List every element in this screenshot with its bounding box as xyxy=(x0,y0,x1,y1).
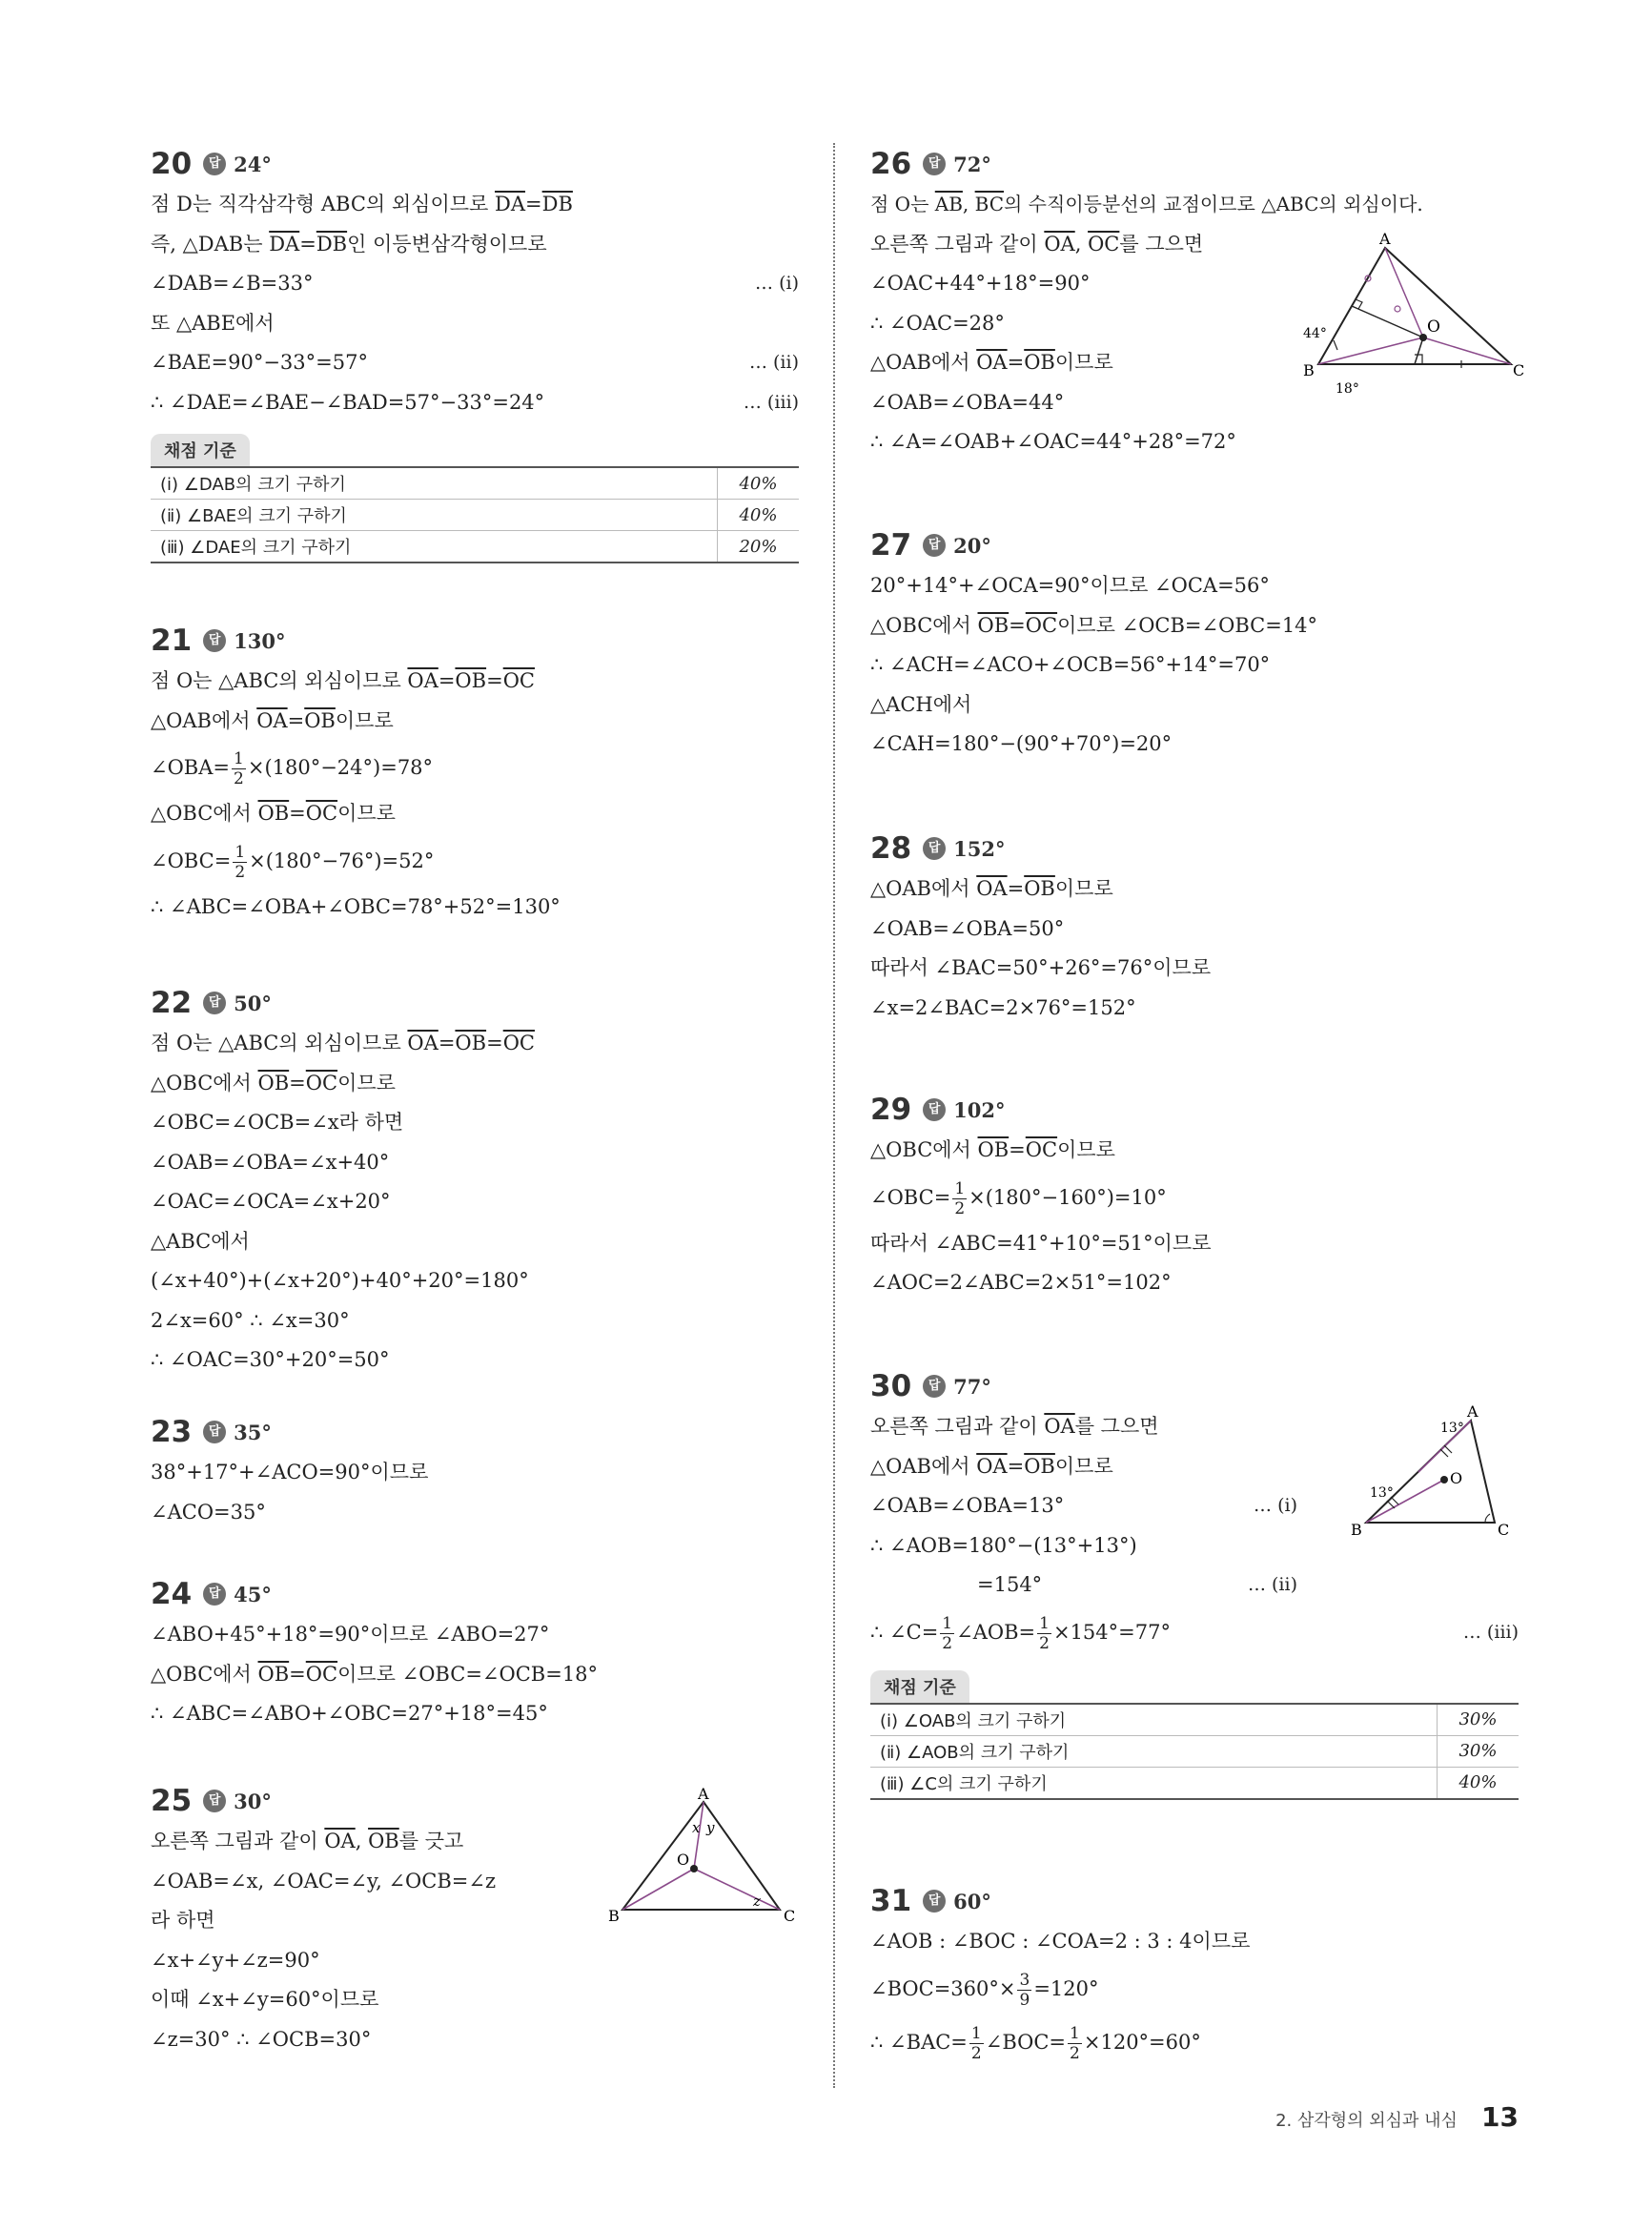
problem-28 xyxy=(870,828,1519,1028)
solution-line: ∠OAB=∠x, ∠OAC=∠y, ∠OCB=∠z xyxy=(151,1869,497,1892)
problem-31 xyxy=(870,1880,1519,2069)
answer-value: 102° xyxy=(953,1097,1006,1122)
solution-line: 점 D는 직각삼각형 ABC의 외심이므로 $\overline{DA}=\overline{DB}$ xyxy=(151,193,573,215)
problem-30 xyxy=(870,1365,1519,1800)
solution-line: 점 O는 $\overline{AB}$, $\overline{BC}$의 수직이등분선의 교점이므로 △ABC의 외심이다. xyxy=(870,193,1423,215)
solution-line: ∠OBA= $\frac{1}{2}$ ×(180°−24°)=78° xyxy=(151,749,434,788)
problem-25 xyxy=(151,1780,799,2059)
solution-line: ∴ ∠ACH=∠ACO+∠OCB=56°+14°=70° xyxy=(870,653,1271,676)
solution-line: △OBC에서 $\overline{OB}=\overline{OC}$이므로 xyxy=(151,802,396,825)
svg-text:C: C xyxy=(1498,1521,1510,1539)
rubric-table xyxy=(151,466,799,563)
svg-text:O: O xyxy=(1450,1469,1463,1487)
answer-value: 50° xyxy=(234,991,272,1015)
solution-line: △OBC에서 $\overline{OB}=\overline{OC}$이므로 ∠OBC=∠OCB=18° xyxy=(151,1662,599,1686)
solution-line: 따라서 ∠BAC=50°+26°=76°이므로 xyxy=(870,956,1212,979)
solution-line: 38°+17°+∠ACO=90°이므로 xyxy=(151,1461,429,1483)
step-marker: … (ⅲ) xyxy=(1462,1621,1519,1643)
problem-29 xyxy=(870,1089,1519,1303)
scoring-rubric xyxy=(870,1670,1519,1800)
solution-line: ∴ ∠C= $\frac{1}{2}$ ∠AOB= $\frac{1}{2}$ ×154°=77° … (ⅲ) xyxy=(870,1606,1519,1659)
step-marker: … (ⅱ) xyxy=(748,352,799,373)
step-marker: … (ⅱ) xyxy=(1247,1574,1297,1595)
problem-header xyxy=(870,828,1519,869)
table-row: (ⅰ) ∠DAB의 크기 구하기 40% xyxy=(151,467,799,500)
answer-value: 20° xyxy=(953,533,991,558)
svg-text:O: O xyxy=(1427,317,1440,337)
problem-header xyxy=(151,982,799,1024)
svg-text:B: B xyxy=(1351,1521,1362,1539)
svg-text:13°: 13° xyxy=(1370,1485,1394,1501)
solution-line: 20°+14°+∠OCA=90°이므로 ∠OCA=56° xyxy=(870,574,1270,597)
solution-line: △OAB에서 $\overline{OA}=\overline{OB}$이므로 xyxy=(870,351,1113,374)
problem-number: 21 xyxy=(151,624,193,658)
solution-line: ∠OAB=∠OBA=50° xyxy=(870,916,1065,940)
solution-line: ∴ ∠ABC=∠ABO+∠OBC=27°+18°=45° xyxy=(151,1702,548,1725)
problem-number: 31 xyxy=(870,1884,912,1918)
svg-text:C: C xyxy=(784,1907,796,1925)
solution-line: ∴ ∠ABC=∠OBA+∠OBC=78°+52°=130° xyxy=(151,894,561,918)
solution-line: △OAB에서 $\overline{OA}=\overline{OB}$이므로 xyxy=(870,1454,1113,1478)
problem-header xyxy=(870,1089,1519,1131)
solution-line: 점 O는 △ABC의 외심이므로 $\overline{OA}=\overline{OB}=\overline{OC}$ xyxy=(151,1032,535,1054)
problem-23 xyxy=(151,1411,799,1532)
chapter-title: 2. 삼각형의 외심과 내심 xyxy=(1275,2111,1458,2131)
answer-value: 30° xyxy=(234,1789,272,1813)
problem-number: 27 xyxy=(870,528,912,563)
answer-value: 72° xyxy=(953,152,991,176)
problem-number: 29 xyxy=(870,1093,912,1127)
solution-line: =154° … (ⅱ) xyxy=(870,1565,1519,1606)
answer-badge: 답 xyxy=(923,1098,946,1121)
solution-line: △OBC에서 $\overline{OB}=\overline{OC}$이므로 xyxy=(151,1071,396,1095)
svg-text:O: O xyxy=(677,1851,690,1869)
problem-26 xyxy=(870,143,1525,462)
problem-20 xyxy=(151,143,799,563)
triangle-figure-30 xyxy=(1337,1403,1519,1546)
answer-value: 130° xyxy=(234,628,286,653)
triangle-figure-25 xyxy=(608,1785,799,1950)
solution-line: ∠CAH=180°−(90°+70°)=20° xyxy=(870,732,1173,755)
answer-badge: 답 xyxy=(923,1890,946,1913)
svg-text:x: x xyxy=(692,1819,701,1836)
answer-value: 24° xyxy=(234,152,272,176)
solution-line: ∠OAB=∠OBA=13° … (ⅰ) xyxy=(870,1486,1519,1526)
page-number: 13 xyxy=(1481,2101,1519,2133)
problem-header xyxy=(870,524,1519,566)
solution-line: ∴ ∠AOB=180°−(13°+13°) xyxy=(870,1533,1137,1557)
rubric-table xyxy=(870,1703,1519,1800)
problem-number: 26 xyxy=(870,147,912,181)
answer-badge: 답 xyxy=(923,837,946,860)
solution-line: △ABC에서 xyxy=(151,1229,250,1253)
problem-21 xyxy=(151,620,799,927)
answer-badge: 답 xyxy=(203,1790,226,1812)
problem-number: 30 xyxy=(870,1369,912,1403)
solution-line: △OAB에서 $\overline{OA}=\overline{OB}$이므로 xyxy=(870,877,1113,900)
problem-header xyxy=(870,1365,1519,1407)
problem-27 xyxy=(870,524,1519,765)
svg-text:A: A xyxy=(1467,1402,1479,1421)
svg-text:B: B xyxy=(608,1907,620,1925)
solution-line: ∠OAB=∠OBA=44° xyxy=(870,390,1065,414)
svg-text:C: C xyxy=(1513,361,1525,379)
solution-line: 오른쪽 그림과 같이 $\overline{OA}$, $\overline{OC}$를 그으면 xyxy=(870,232,1204,256)
problem-24 xyxy=(151,1573,799,1734)
problem-header xyxy=(151,620,799,662)
answer-value: 60° xyxy=(953,1889,991,1913)
solution-line: △ACH에서 xyxy=(870,692,972,716)
triangle-figure-26 xyxy=(1299,230,1525,402)
svg-text:18°: 18° xyxy=(1336,381,1359,397)
problem-number: 22 xyxy=(151,986,193,1020)
table-row: (ⅱ) ∠AOB의 크기 구하기 30% xyxy=(870,1735,1519,1767)
solution-line: 따라서 ∠ABC=41°+10°=51°이므로 xyxy=(870,1231,1212,1255)
solution-line: 오른쪽 그림과 같이 $\overline{OA}$를 그으면 xyxy=(870,1415,1159,1438)
solution-line: ∠z=30° ∴ ∠OCB=30° xyxy=(151,2027,372,2051)
step-marker: … (ⅰ) xyxy=(1254,1495,1297,1516)
problem-number: 23 xyxy=(151,1415,193,1449)
solution-line: ∠ACO=35° xyxy=(151,1500,266,1524)
solution-line: ∠OBC= $\frac{1}{2}$ ×(180°−76°)=52° xyxy=(151,842,435,882)
solution-line: (∠x+40°)+(∠x+20°)+40°+20°=180° xyxy=(151,1269,529,1292)
answer-value: 77° xyxy=(953,1374,991,1399)
step-marker: … (ⅲ) xyxy=(743,391,799,413)
svg-text:44°: 44° xyxy=(1303,326,1327,341)
answer-badge: 답 xyxy=(203,992,226,1014)
solution-line: ∴ ∠OAC=28° xyxy=(870,311,1005,335)
answer-badge: 답 xyxy=(203,1421,226,1443)
solution-line: ∠ABO+45°+18°=90°이므로 ∠ABO=27° xyxy=(151,1623,550,1646)
svg-text:z: z xyxy=(753,1892,761,1910)
table-row: (ⅲ) ∠DAE의 크기 구하기 20% xyxy=(151,531,799,563)
column-divider xyxy=(833,143,835,2088)
solution-line: ∠BAE=90°−33°=57° … (ⅱ) xyxy=(151,343,799,383)
solution-line: 라 하면 xyxy=(151,1909,215,1932)
table-row: (ⅲ) ∠C의 크기 구하기 40% xyxy=(870,1767,1519,1799)
svg-text:B: B xyxy=(1303,361,1315,379)
problem-22 xyxy=(151,982,799,1381)
svg-text:A: A xyxy=(1379,230,1391,248)
solution-line: ∠BOC=360°× $\frac{3}{9}$ =120° xyxy=(870,1970,1099,2010)
solution-line: ∠OAB=∠OBA=∠x+40° xyxy=(151,1150,390,1174)
solution-line: ∠OAC+44°+18°=90° xyxy=(870,272,1091,295)
answer-value: 35° xyxy=(234,1420,272,1444)
step-marker: … (ⅰ) xyxy=(755,273,799,294)
solution-line: ∠DAB=∠B=33° … (ⅰ) xyxy=(151,264,799,304)
svg-text:13°: 13° xyxy=(1440,1421,1464,1436)
answer-badge: 답 xyxy=(923,1375,946,1398)
solution-line: ∴ ∠OAC=30°+20°=50° xyxy=(151,1348,390,1371)
solution-line: ∴ ∠BAC= $\frac{1}{2}$ ∠BOC= $\frac{1}{2}$ ×120°=60° xyxy=(870,2023,1201,2063)
table-row: (ⅱ) ∠BAE의 크기 구하기 40% xyxy=(151,500,799,531)
answer-value: 152° xyxy=(953,836,1006,861)
answer-badge: 답 xyxy=(923,534,946,557)
page-footer xyxy=(1275,2101,1519,2133)
problem-number: 20 xyxy=(151,147,193,181)
solution-line: △OBC에서 $\overline{OB}=\overline{OC}$이므로 ∠OCB=∠OBC=14° xyxy=(870,613,1318,637)
solution-line: ∠OAC=∠OCA=∠x+20° xyxy=(151,1190,391,1213)
svg-text:y: y xyxy=(706,1819,715,1836)
solution-line: ∴ ∠A=∠OAB+∠OAC=44°+28°=72° xyxy=(870,430,1236,453)
solution-line: ∠OBC=∠OCB=∠x라 하면 xyxy=(151,1111,404,1134)
solution-line: ∴ ∠DAE=∠BAE−∠BAD=57°−33°=24° … (ⅲ) xyxy=(151,383,799,423)
solution-line: ∠OBC= $\frac{1}{2}$ ×(180°−160°)=10° xyxy=(870,1178,1167,1218)
rubric-title: 채점 기준 xyxy=(151,434,250,466)
answer-badge: 답 xyxy=(203,629,226,652)
solution-line: ∠x+∠y+∠z=90° xyxy=(151,1948,320,1972)
solution-line: 또 △ABE에서 xyxy=(151,311,275,335)
solution-line: 오른쪽 그림과 같이 $\overline{OA}$, $\overline{OB}$를 긋고 xyxy=(151,1830,464,1852)
scoring-rubric xyxy=(151,434,799,563)
solution-line: 2∠x=60° ∴ ∠x=30° xyxy=(151,1308,350,1332)
solution-line: △OAB에서 $\overline{OA}=\overline{OB}$이므로 xyxy=(151,708,394,732)
solution-line: 이때 ∠x+∠y=60°이므로 xyxy=(151,1988,379,2011)
table-row: (ⅰ) ∠OAB의 크기 구하기 30% xyxy=(870,1704,1519,1736)
problem-header xyxy=(151,1411,799,1453)
solution-line: ∠AOB : ∠BOC : ∠COA=2 : 3 : 4이므로 xyxy=(870,1930,1251,1953)
problem-header xyxy=(151,1573,799,1615)
problem-header xyxy=(870,143,1519,185)
problem-header xyxy=(151,143,799,185)
problem-number: 25 xyxy=(151,1784,193,1818)
svg-text:A: A xyxy=(698,1785,709,1803)
problem-number: 28 xyxy=(870,831,912,866)
answer-badge: 답 xyxy=(203,153,226,175)
answer-badge: 답 xyxy=(203,1583,226,1606)
solution-line: ∠x=2∠BAC=2×76°=152° xyxy=(870,995,1136,1019)
solution-line: 점 O는 △ABC의 외심이므로 $\overline{OA}=\overline{OB}=\overline{OC}$ xyxy=(151,669,535,692)
problem-number: 24 xyxy=(151,1577,193,1611)
solution-line: 즉, △DAB는 $\overline{DA}=\overline{DB}$인 이등변삼각형이므로 xyxy=(151,232,547,256)
solution-line: ∠AOC=2∠ABC=2×51°=102° xyxy=(870,1271,1172,1294)
rubric-title: 채점 기준 xyxy=(870,1670,969,1703)
answer-badge: 답 xyxy=(923,153,946,175)
solution-line: △OBC에서 $\overline{OB}=\overline{OC}$이므로 xyxy=(870,1138,1115,1161)
problem-header xyxy=(870,1880,1519,1922)
answer-value: 45° xyxy=(234,1582,272,1606)
